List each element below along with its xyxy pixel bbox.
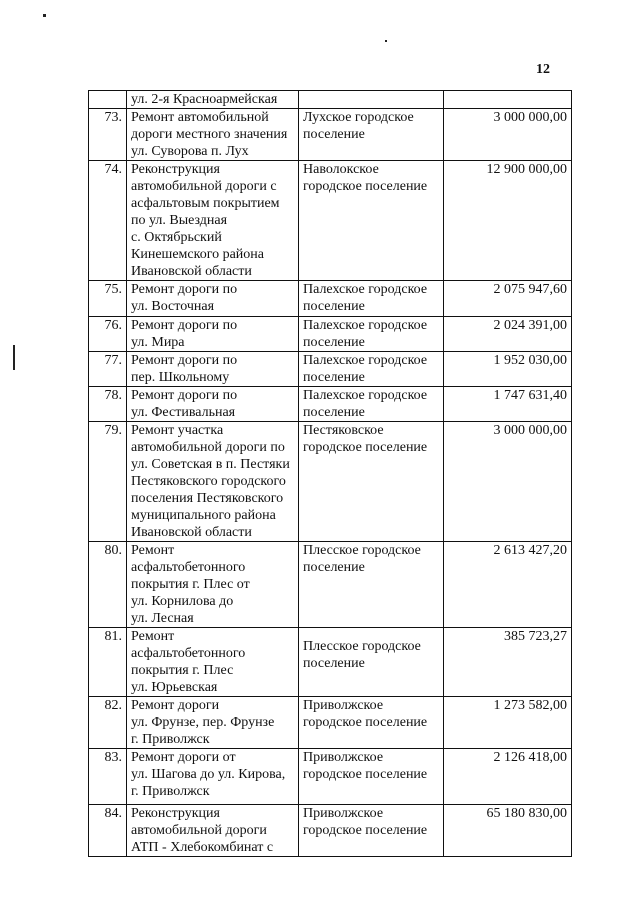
road-name-cell: Реконструкция автомобильной дороги АТП - Хлебокомбинат с — [127, 805, 299, 857]
road-name-cell: Реконструкция автомобильной дороги с асфальтовым покрытием по ул. Выездная с. Октябрьский Кинешемского района Ивановской области — [127, 161, 299, 281]
table-row — [89, 161, 572, 281]
road-name-cell: Ремонт асфальтобетонного покрытия г. Плес ул. Юрьевская — [127, 628, 299, 697]
scan-speck — [43, 14, 46, 17]
settlement-cell: Плесское городское поселение — [299, 542, 444, 628]
row-number: 75. — [89, 281, 127, 317]
row-number: 81. — [89, 628, 127, 697]
row-number: 74. — [89, 161, 127, 281]
allocation-table — [88, 90, 572, 857]
row-number: 84. — [89, 805, 127, 857]
settlement-cell — [299, 91, 444, 109]
table-row — [89, 697, 572, 749]
scan-mark — [13, 345, 15, 370]
table-row — [89, 281, 572, 317]
settlement-cell: Палехское городское поселение — [299, 281, 444, 317]
settlement-cell: Наволокское городское поселение — [299, 161, 444, 281]
table-row — [89, 109, 572, 161]
settlement-cell: Пестяковское городское поселение — [299, 422, 444, 542]
settlement-cell: Палехское городское поселение — [299, 317, 444, 352]
settlement-cell: Плесское городское поселение — [299, 628, 444, 697]
settlement-cell: Приволжское городское поселение — [299, 749, 444, 805]
amount-cell: 2 075 947,60 — [444, 281, 572, 317]
table-row — [89, 91, 572, 109]
road-name-cell: Ремонт дороги по ул. Фестивальная — [127, 387, 299, 422]
row-number: 83. — [89, 749, 127, 805]
row-number: 79. — [89, 422, 127, 542]
road-name-cell: Ремонт участка автомобильной дороги по ул. Советская в п. Пестяки Пестяковского городского поселения Пестяковского муниципального района Ивановской области — [127, 422, 299, 542]
table-row — [89, 387, 572, 422]
row-number: 78. — [89, 387, 127, 422]
amount-cell: 1 273 582,00 — [444, 697, 572, 749]
row-number: 76. — [89, 317, 127, 352]
table-row — [89, 352, 572, 387]
settlement-cell: Палехское городское поселение — [299, 352, 444, 387]
settlement-cell: Палехское городское поселение — [299, 387, 444, 422]
road-name-cell: Ремонт дороги по ул. Мира — [127, 317, 299, 352]
settlement-cell: Приволжское городское поселение — [299, 805, 444, 857]
amount-cell: 385 723,27 — [444, 628, 572, 697]
table-row — [89, 542, 572, 628]
page-number: 12 — [536, 62, 550, 77]
road-name-cell: Ремонт асфальтобетонного покрытия г. Плес от ул. Корнилова до ул. Лесная — [127, 542, 299, 628]
road-name-cell: Ремонт дороги по ул. Восточная — [127, 281, 299, 317]
road-name-cell: Ремонт автомобильной дороги местного значения ул. Суворова п. Лух — [127, 109, 299, 161]
amount-cell: 3 000 000,00 — [444, 422, 572, 542]
amount-cell: 1 747 631,40 — [444, 387, 572, 422]
scan-speck — [385, 40, 387, 42]
amount-cell: 2 613 427,20 — [444, 542, 572, 628]
amount-cell: 3 000 000,00 — [444, 109, 572, 161]
amount-cell: 12 900 000,00 — [444, 161, 572, 281]
amount-cell — [444, 91, 572, 109]
amount-cell: 65 180 830,00 — [444, 805, 572, 857]
table-row — [89, 422, 572, 542]
road-name-cell: Ремонт дороги ул. Фрунзе, пер. Фрунзе г. Приволжск — [127, 697, 299, 749]
table-row — [89, 749, 572, 805]
table-row — [89, 628, 572, 697]
table-row — [89, 805, 572, 857]
road-name-cell: ул. 2-я Красноармейская — [127, 91, 299, 109]
row-number: 77. — [89, 352, 127, 387]
settlement-cell: Приволжское городское поселение — [299, 697, 444, 749]
table-row — [89, 317, 572, 352]
amount-cell: 2 024 391,00 — [444, 317, 572, 352]
amount-cell: 1 952 030,00 — [444, 352, 572, 387]
row-number: 80. — [89, 542, 127, 628]
row-number: 73. — [89, 109, 127, 161]
road-name-cell: Ремонт дороги от ул. Шагова до ул. Кирова, г. Приволжск — [127, 749, 299, 805]
row-number: 82. — [89, 697, 127, 749]
settlement-cell: Лухское городское поселение — [299, 109, 444, 161]
table-body — [89, 91, 572, 857]
amount-cell: 2 126 418,00 — [444, 749, 572, 805]
row-number — [89, 91, 127, 109]
road-name-cell: Ремонт дороги по пер. Школьному — [127, 352, 299, 387]
